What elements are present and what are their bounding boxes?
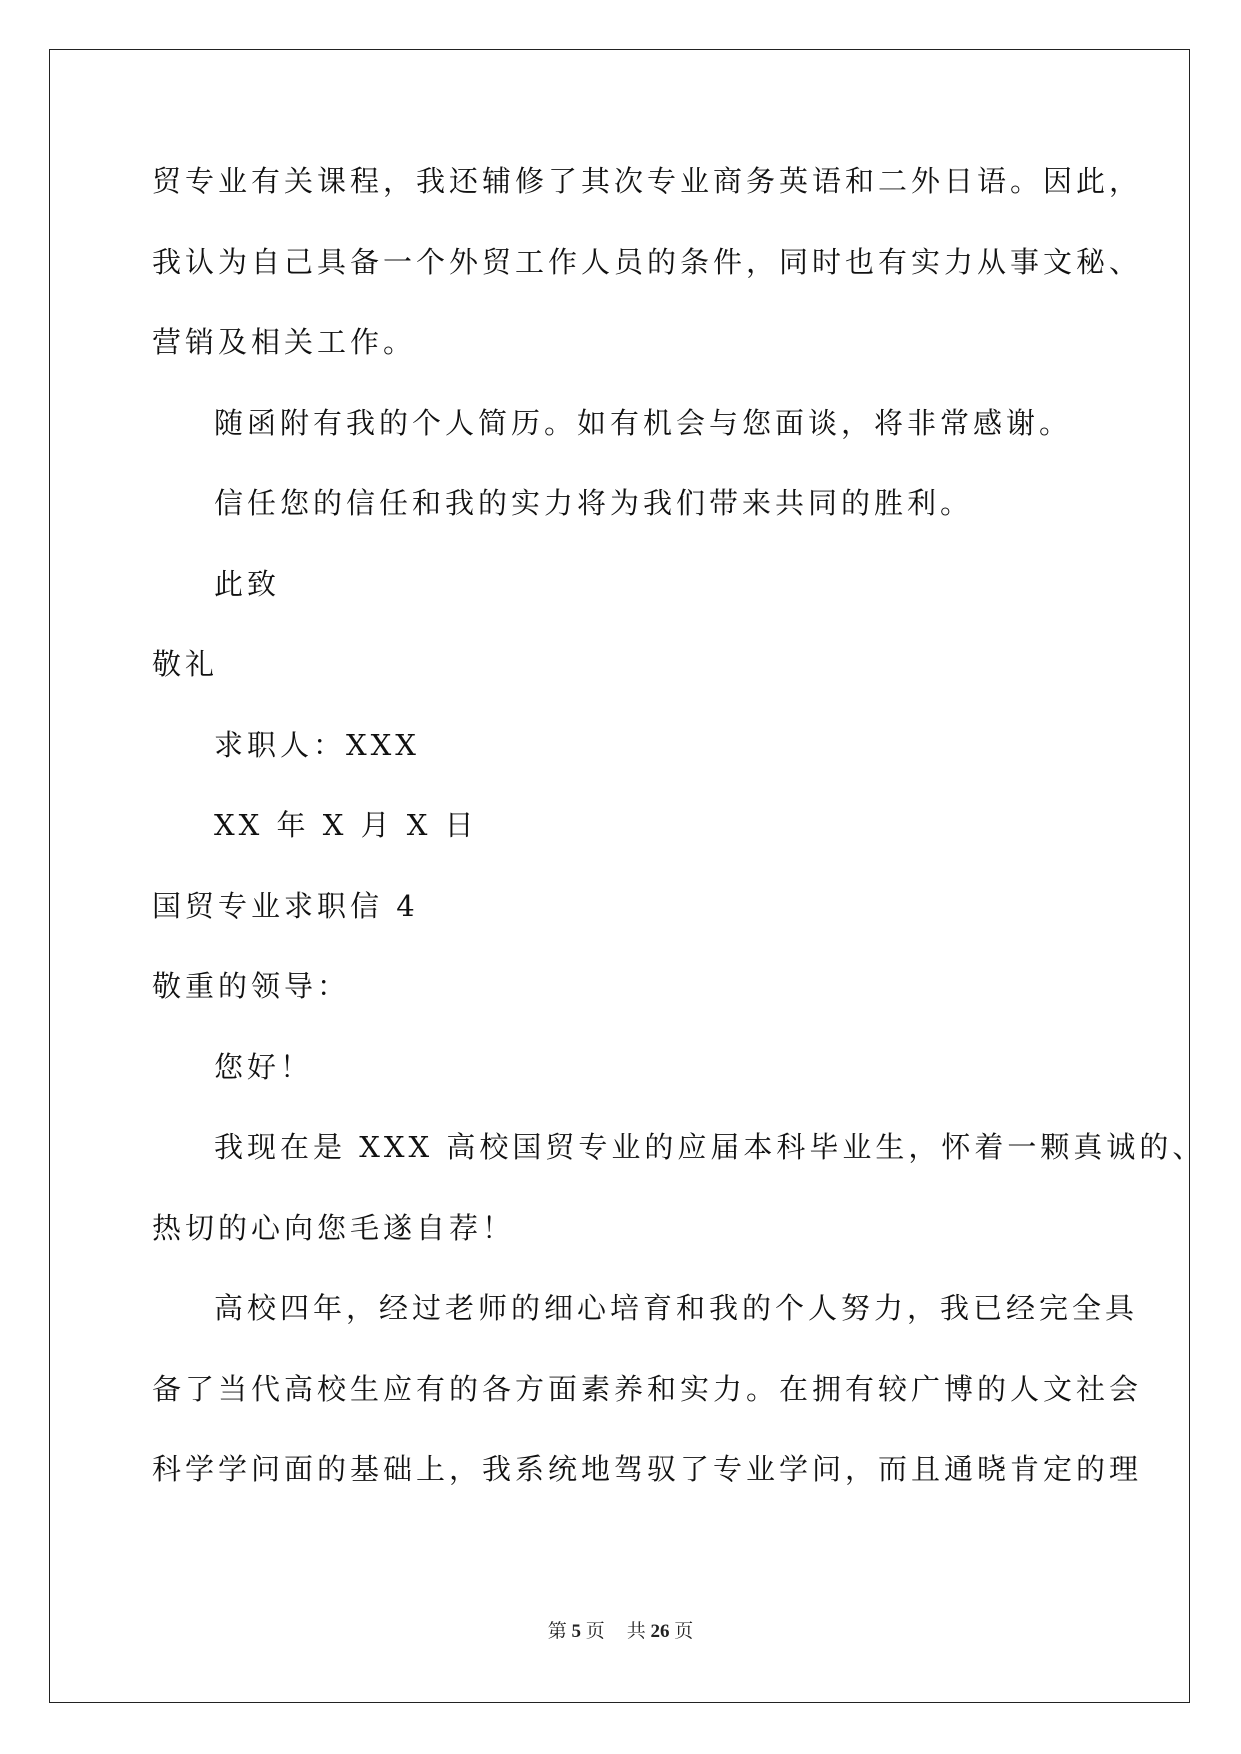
current-page-number: 5 <box>571 1621 581 1642</box>
applicant-signature: 求职人：XXX <box>214 728 420 762</box>
body-line-4: 随函附有我的个人简历。如有机会与您面谈，将非常感谢。 <box>214 406 1073 440</box>
body-line-8: 高校四年，经过老师的细心培育和我的个人努力，我已经完全具 <box>214 1291 1139 1325</box>
body-line-5: 信任您的信任和我的实力将为我们带来共同的胜利。 <box>214 486 974 520</box>
page-footer <box>0 1616 1241 1643</box>
closing-regards: 敬礼 <box>152 647 219 681</box>
letter-date: XX 年 X 月 X 日 <box>214 808 478 842</box>
body-line-3: 营销及相关工作。 <box>152 325 417 359</box>
body-line-9: 备了当代高校生应有的各方面素养和实力。在拥有较广博的人文社会 <box>152 1372 1143 1406</box>
body-line-7: 热切的心向您毛遂自荐！ <box>152 1211 516 1245</box>
greeting-hello: 您好！ <box>214 1050 314 1084</box>
body-line-6: 我现在是 XXX 高校国贸专业的应届本科毕业生，怀着一颗真诚的、 <box>214 1130 1206 1164</box>
page-prefix: 第 <box>547 1621 567 1642</box>
body-line-2: 我认为自己具备一个外贸工作人员的条件，同时也有实力从事文秘、 <box>152 245 1143 279</box>
body-line-1: 贸专业有关课程，我还辅修了其次专业商务英语和二外日语。因此， <box>152 164 1143 198</box>
section-title: 国贸专业求职信 4 <box>152 889 419 923</box>
total-prefix: 共 <box>626 1621 646 1642</box>
page-suffix: 页 <box>585 1621 605 1642</box>
greeting-line: 敬重的领导： <box>152 969 351 1003</box>
closing-salutation: 此致 <box>214 567 281 601</box>
body-line-10: 科学学问面的基础上，我系统地驾驭了专业学问，而且通晓肯定的理 <box>152 1452 1143 1486</box>
total-suffix: 页 <box>674 1621 694 1642</box>
total-page-number: 26 <box>650 1621 670 1642</box>
